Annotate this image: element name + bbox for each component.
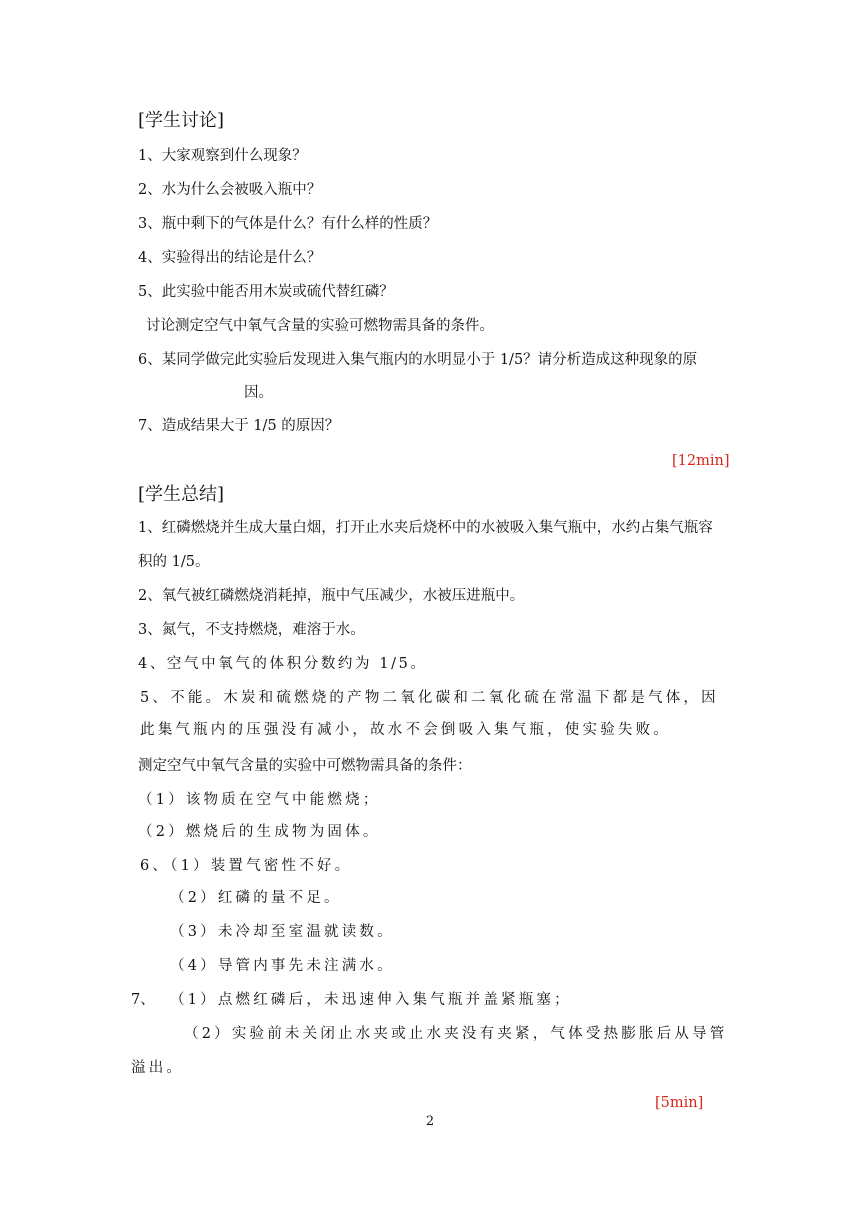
discussion-question-6: 6、某同学做完此实验后发现进入集气瓶内的水明显小于 1/5？请分析造成这种现象的原 (138, 352, 698, 368)
discussion-question-7: 7、造成结果大于 1/5 的原因？ (138, 418, 340, 434)
summary-answer-7-1: （1）点燃红磷后，未迅速伸入集气瓶并盖紧瓶塞； (170, 992, 572, 1008)
summary-answer-5: 5、不能。木炭和硫燃烧的产物二氧化碳和二氧化硫在常温下都是气体，因 (140, 690, 719, 706)
summary-answer-4: 4、空气中氧气的体积分数约为 1/5。 (138, 656, 428, 672)
summary-condition-title: 测定空气中氧气含量的实验中可燃物需具备的条件： (138, 758, 472, 774)
summary-time: [5min] (655, 1095, 704, 1111)
summary-answer-7-2-cont: 溢出。 (131, 1060, 185, 1076)
summary-answer-7-number: 7、 (131, 992, 155, 1008)
page-number: 2 (425, 1114, 435, 1129)
summary-answer-6-4: （4）导管内事先未注满水。 (170, 958, 395, 974)
summary-heading: [学生总结] (138, 484, 225, 505)
discussion-question-4: 4、实验得出的结论是什么？ (138, 250, 322, 266)
discussion-question-3: 3、瓶中剩下的气体是什么？有什么样的性质？ (138, 216, 438, 232)
summary-condition-2: （2）燃烧后的生成物为固体。 (138, 824, 381, 840)
discussion-question-2: 2、水为什么会被吸入瓶中？ (138, 182, 322, 198)
summary-answer-6: 6、（1）装置气密性不好。 (140, 858, 353, 874)
summary-answer-5-cont: 此集气瓶内的压强没有减小，故水不会倒吸入集气瓶，使实验失败。 (140, 722, 671, 738)
discussion-heading: [学生讨论] (138, 110, 225, 131)
summary-answer-3: 3、氮气，不支持燃烧，难溶于水。 (138, 622, 365, 638)
discussion-question-6-cont: 因。 (244, 385, 273, 401)
discussion-question-5: 5、此实验中能否用木炭或硫代替红磷？ (138, 284, 394, 300)
summary-answer-2: 2、氧气被红磷燃烧消耗掉，瓶中气压减少，水被压进瓶中。 (138, 588, 525, 604)
summary-condition-1: （1）该物质在空气中能燃烧； (138, 792, 381, 808)
summary-answer-1: 1、红磷燃烧并生成大量白烟，打开止水夹后烧杯中的水被吸入集气瓶中，水约占集气瓶容 (138, 520, 713, 536)
discussion-time: [12min] (672, 453, 730, 469)
summary-answer-1-cont: 积的 1/5。 (138, 554, 210, 570)
summary-answer-7-2: （2）实验前未关闭止水夹或止水夹没有夹紧，气体受热膨胀后从导管 (184, 1026, 728, 1042)
discussion-note: 讨论测定空气中氧气含量的实验可燃物需具备的条件。 (146, 318, 494, 334)
summary-answer-6-2: （2）红磷的量不足。 (170, 890, 342, 906)
discussion-question-1: 1、大家观察到什么现象？ (138, 148, 307, 164)
summary-answer-6-3: （3）未冷却至室温就读数。 (170, 924, 395, 940)
